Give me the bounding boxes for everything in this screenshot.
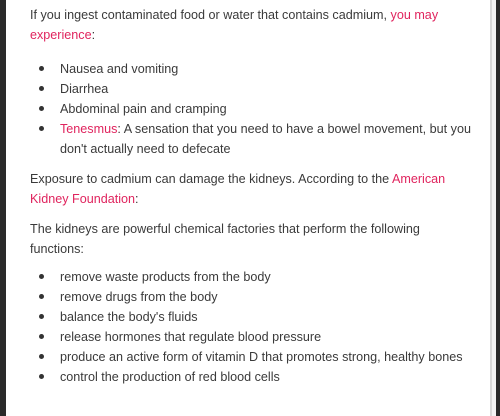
intro-paragraph [30,5,472,45]
tenesmus-link[interactable]: Tenesmus [60,122,118,136]
functions-intro: The kidneys are powerful chemical factories that perform the following functions: [30,222,420,256]
functions-list [30,267,472,387]
kidney-text: Exposure to cadmium can damage the kidneys. According to the [30,172,392,186]
bullet-icon [39,374,44,379]
bullet-icon [39,354,44,359]
bullet-icon [39,126,44,131]
intro-colon: : [91,28,96,42]
bullet-icon [39,66,44,71]
bullet-icon [39,334,44,339]
list-item: Tenesmus: A sensation that you need to have a bowel movement, but you don't actually need to defecate [30,119,472,159]
symptoms-list [30,59,472,159]
list-item: produce an active form of vitamin D that promotes strong, healthy bones [30,347,472,367]
list-item: Nausea and vomiting [30,59,472,79]
bullet-icon [39,294,44,299]
kidney-paragraph [30,169,472,209]
kidney-colon: : [135,192,139,206]
list-item: control the production of red blood cells [30,367,472,387]
list-item: remove drugs from the body [30,287,472,307]
list-item: remove waste products from the body [30,267,472,287]
american-kidney-foundation-link[interactable]: American Kidney Foundation [30,172,446,206]
list-item: Diarrhea [30,79,472,99]
intro-text: If you ingest contaminated food or water that contains cadmium, [30,8,391,22]
bullet-icon [39,314,44,319]
list-item: Abdominal pain and cramping [30,99,472,119]
article-content [6,0,490,387]
article-card [6,0,492,416]
bullet-icon [39,274,44,279]
you-may-experience-link[interactable]: you may experience [30,8,439,42]
bullet-icon [39,86,44,91]
list-item: balance the body's fluids [30,307,472,327]
bullet-icon [39,106,44,111]
page-right-edge [496,0,500,416]
list-item: release hormones that regulate blood pressure [30,327,472,347]
